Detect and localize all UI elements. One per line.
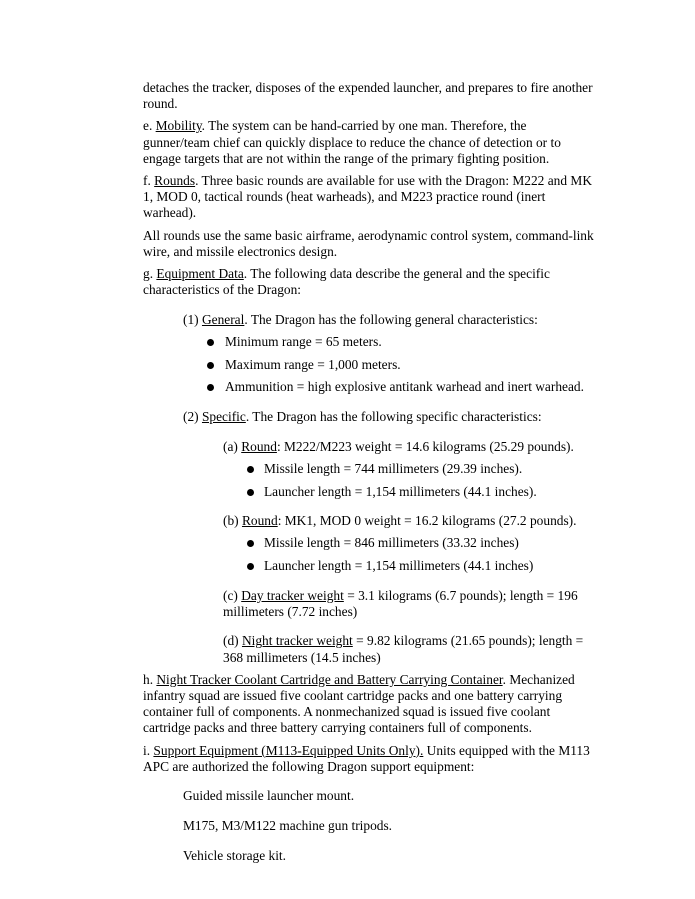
- round-a-heading: Round: [241, 438, 277, 454]
- round-b-paragraph: [223, 513, 595, 529]
- mobility-text: . The system can be hand-carried by one man. Therefore, the gunner/team chief can quickly displace to reduce the chance of detection or to engage targets that are not within the range of the primary fighting position.: [143, 118, 561, 166]
- mobility-heading: Mobility: [155, 118, 202, 134]
- list-item: Launcher length = 1,154 millimeters (44.1 inches): [143, 558, 595, 574]
- support-heading: Support Equipment (M113-Equipped Units Only).: [153, 742, 424, 758]
- day-tracker-heading: Day tracker weight: [241, 587, 344, 603]
- day-tracker-lead: (c): [223, 587, 242, 603]
- general-characteristics-list: [143, 334, 595, 396]
- support-lead: i.: [143, 742, 154, 758]
- general-paragraph: [183, 312, 595, 328]
- night-tracker-lead: (d): [223, 633, 242, 649]
- coolant-lead: h.: [143, 671, 157, 687]
- round-b-heading: Round: [241, 513, 278, 529]
- round-b-lead: (b): [223, 513, 242, 529]
- night-tracker-text: = 9.82 kilograms (21.65 pounds); length = 368 millimeters (14.5 inches): [223, 633, 584, 665]
- coolant-heading: Night Tracker Coolant Cartridge and Battery Carrying Container: [156, 671, 503, 687]
- night-tracker-paragraph: [223, 633, 595, 665]
- specific-text: . The Dragon has the following specific characteristics:: [245, 409, 542, 425]
- specific-heading: Specific: [201, 409, 246, 425]
- list-item: Launcher length = 1,154 millimeters (44.1 inches).: [143, 484, 595, 500]
- equipment-data-lead: g.: [143, 266, 157, 282]
- support-item: M175, M3/M122 machine gun tripods.: [183, 818, 393, 834]
- equipment-data-paragraph: [143, 266, 595, 298]
- general-heading: General: [201, 311, 245, 327]
- round-a-text: : M222/M223 weight = 14.6 kilograms (25.29 pounds).: [276, 438, 574, 454]
- rounds-heading: Rounds: [154, 173, 196, 189]
- coolant-text: . Mechanized infantry squad are issued five coolant cartridge packs and one battery carrying container full of components. A nonmechanized squad is issued five coolant cartridge packs and three battery carrying containers full of components.: [143, 671, 575, 736]
- list-item: Missile length = 846 millimeters (33.32 inches): [143, 535, 595, 551]
- rounds-lead: f.: [143, 173, 155, 189]
- support-paragraph: [143, 743, 595, 775]
- round-a-lead: (a): [223, 438, 242, 454]
- general-text: . The Dragon has the following general characteristics:: [244, 311, 538, 327]
- rounds-text: . Three basic rounds are available for use with the Dragon: M222 and MK 1, MOD 0, tactical rounds (heat warheads), and M223 practice round (inert warhead).: [143, 173, 592, 221]
- coolant-paragraph: [143, 672, 595, 737]
- intro-paragraph: detaches the tracker, disposes of the expended launcher, and prepares to fire another round.: [143, 80, 593, 112]
- support-item: Guided missile launcher mount.: [183, 788, 355, 804]
- equipment-data-heading: Equipment Data: [156, 266, 244, 282]
- day-tracker-paragraph: [223, 588, 595, 620]
- round-a-paragraph: [223, 439, 595, 455]
- specific-lead: (2): [183, 409, 202, 425]
- list-item: Missile length = 744 millimeters (29.39 inches).: [143, 461, 595, 477]
- round-b-text: : MK1, MOD 0 weight = 16.2 kilograms (27.2 pounds).: [277, 513, 577, 529]
- equipment-data-text: . The following data describe the general and the specific characteristics of the Dragon:: [143, 266, 550, 298]
- round-a-list: [143, 461, 595, 500]
- day-tracker-text: = 3.1 kilograms (6.7 pounds); length = 196 millimeters (7.72 inches): [223, 587, 578, 619]
- general-lead: (1): [183, 311, 202, 327]
- list-item: Maximum range = 1,000 meters.: [143, 357, 595, 373]
- night-tracker-heading: Night tracker weight: [241, 633, 353, 649]
- rounds-note-paragraph: All rounds use the same basic airframe, aerodynamic control system, command-link wire, and missile electronics design.: [143, 227, 594, 259]
- round-b-list: [143, 535, 595, 574]
- support-item: Vehicle storage kit.: [183, 847, 286, 863]
- page-content: [143, 80, 595, 872]
- rounds-paragraph: [143, 173, 595, 222]
- mobility-paragraph: [143, 118, 595, 167]
- specific-paragraph: [183, 409, 595, 425]
- list-item: Minimum range = 65 meters.: [143, 334, 595, 350]
- mobility-lead: e.: [143, 118, 156, 134]
- support-text: Units equipped with the M113 APC are authorized the following Dragon support equipment:: [143, 742, 590, 774]
- list-item: Ammunition = high explosive antitank warhead and inert warhead.: [143, 379, 595, 395]
